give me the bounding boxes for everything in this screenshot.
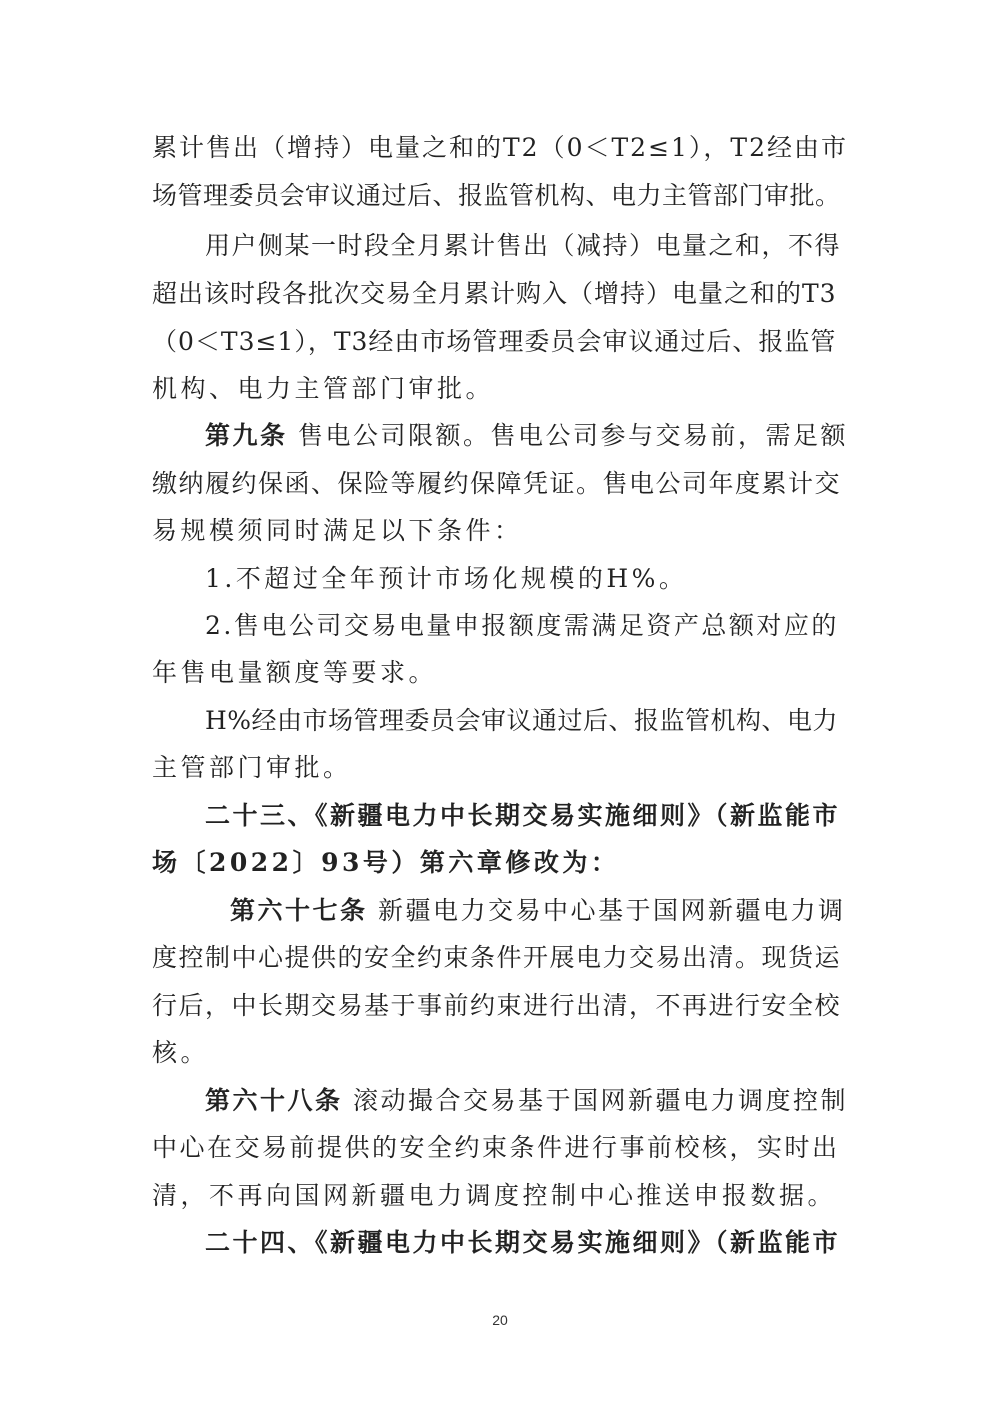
text-line-3: 用户侧某一时段全月累计售出（减持）电量之和，不得 — [205, 231, 842, 260]
page-number: 20 — [492, 1312, 508, 1328]
text-line-4: 超出该时段各批次交易全月累计购入（增持）电量之和的T3 — [152, 279, 837, 308]
text-line-6: 机构、电力主管部门审批。 — [152, 374, 495, 403]
text-line-20: 核。 — [152, 1038, 210, 1067]
text-line-12: 年售电量额度等要求。 — [152, 658, 438, 687]
list-item-2: 2.售电公司交易电量申报额度需满足资产总额对应的 — [205, 611, 839, 640]
text-line-22: 中心在交易前提供的安全约束条件进行事前校核，实时出 — [152, 1133, 840, 1162]
section-24-heading: 二十四、《新疆电力中长期交易实施细则》（新监能市 — [205, 1228, 841, 1257]
text-line-1: 累计售出（增持）电量之和的T2（0＜T2≤1），T2经由市 — [152, 133, 849, 162]
section-23-heading-cont: 场〔2022〕93号）第六章修改为： — [152, 848, 620, 877]
text-line-14: 主管部门审批。 — [152, 753, 352, 782]
article-67-text: 新疆电力交易中心基于国网新疆电力调 — [367, 896, 846, 925]
text-line-19: 行后，中长期交易基于事前约束进行出清，不再进行安全校 — [152, 991, 842, 1020]
text-line-9: 易规模须同时满足以下条件： — [152, 516, 523, 545]
article-9-line — [205, 420, 848, 452]
list-item-1: 1.不超过全年预计市场化规模的H%。 — [205, 564, 688, 593]
article-68-text: 滚动撮合交易基于国网新疆电力调度控制 — [342, 1086, 848, 1115]
text-line-5: （0＜T3≤1），T3经由市场管理委员会审议通过后、报监管 — [152, 327, 837, 356]
article-9-heading: 第九条 — [205, 421, 288, 450]
text-line-13: H%经由市场管理委员会审议通过后、报监管机构、电力 — [205, 706, 839, 735]
article-67-heading: 第六十七条 — [230, 896, 368, 925]
article-9-text: 售电公司限额。售电公司参与交易前，需足额 — [287, 421, 848, 450]
article-67-line — [230, 895, 845, 927]
article-68-heading: 第六十八条 — [205, 1086, 343, 1115]
text-line-23: 清，不再向国网新疆电力调度控制中心推送申报数据。 — [152, 1181, 837, 1210]
section-23-heading: 二十三、《新疆电力中长期交易实施细则》（新监能市 — [205, 801, 841, 830]
text-line-8: 缴纳履约保函、保险等履约保障凭证。售电公司年度累计交 — [152, 469, 842, 498]
article-68-line — [205, 1085, 848, 1117]
text-line-2: 场管理委员会审议通过后、报监管机构、电力主管部门审批。 — [152, 181, 841, 210]
text-line-18: 度控制中心提供的安全约束条件开展电力交易出清。现货运 — [152, 943, 842, 972]
